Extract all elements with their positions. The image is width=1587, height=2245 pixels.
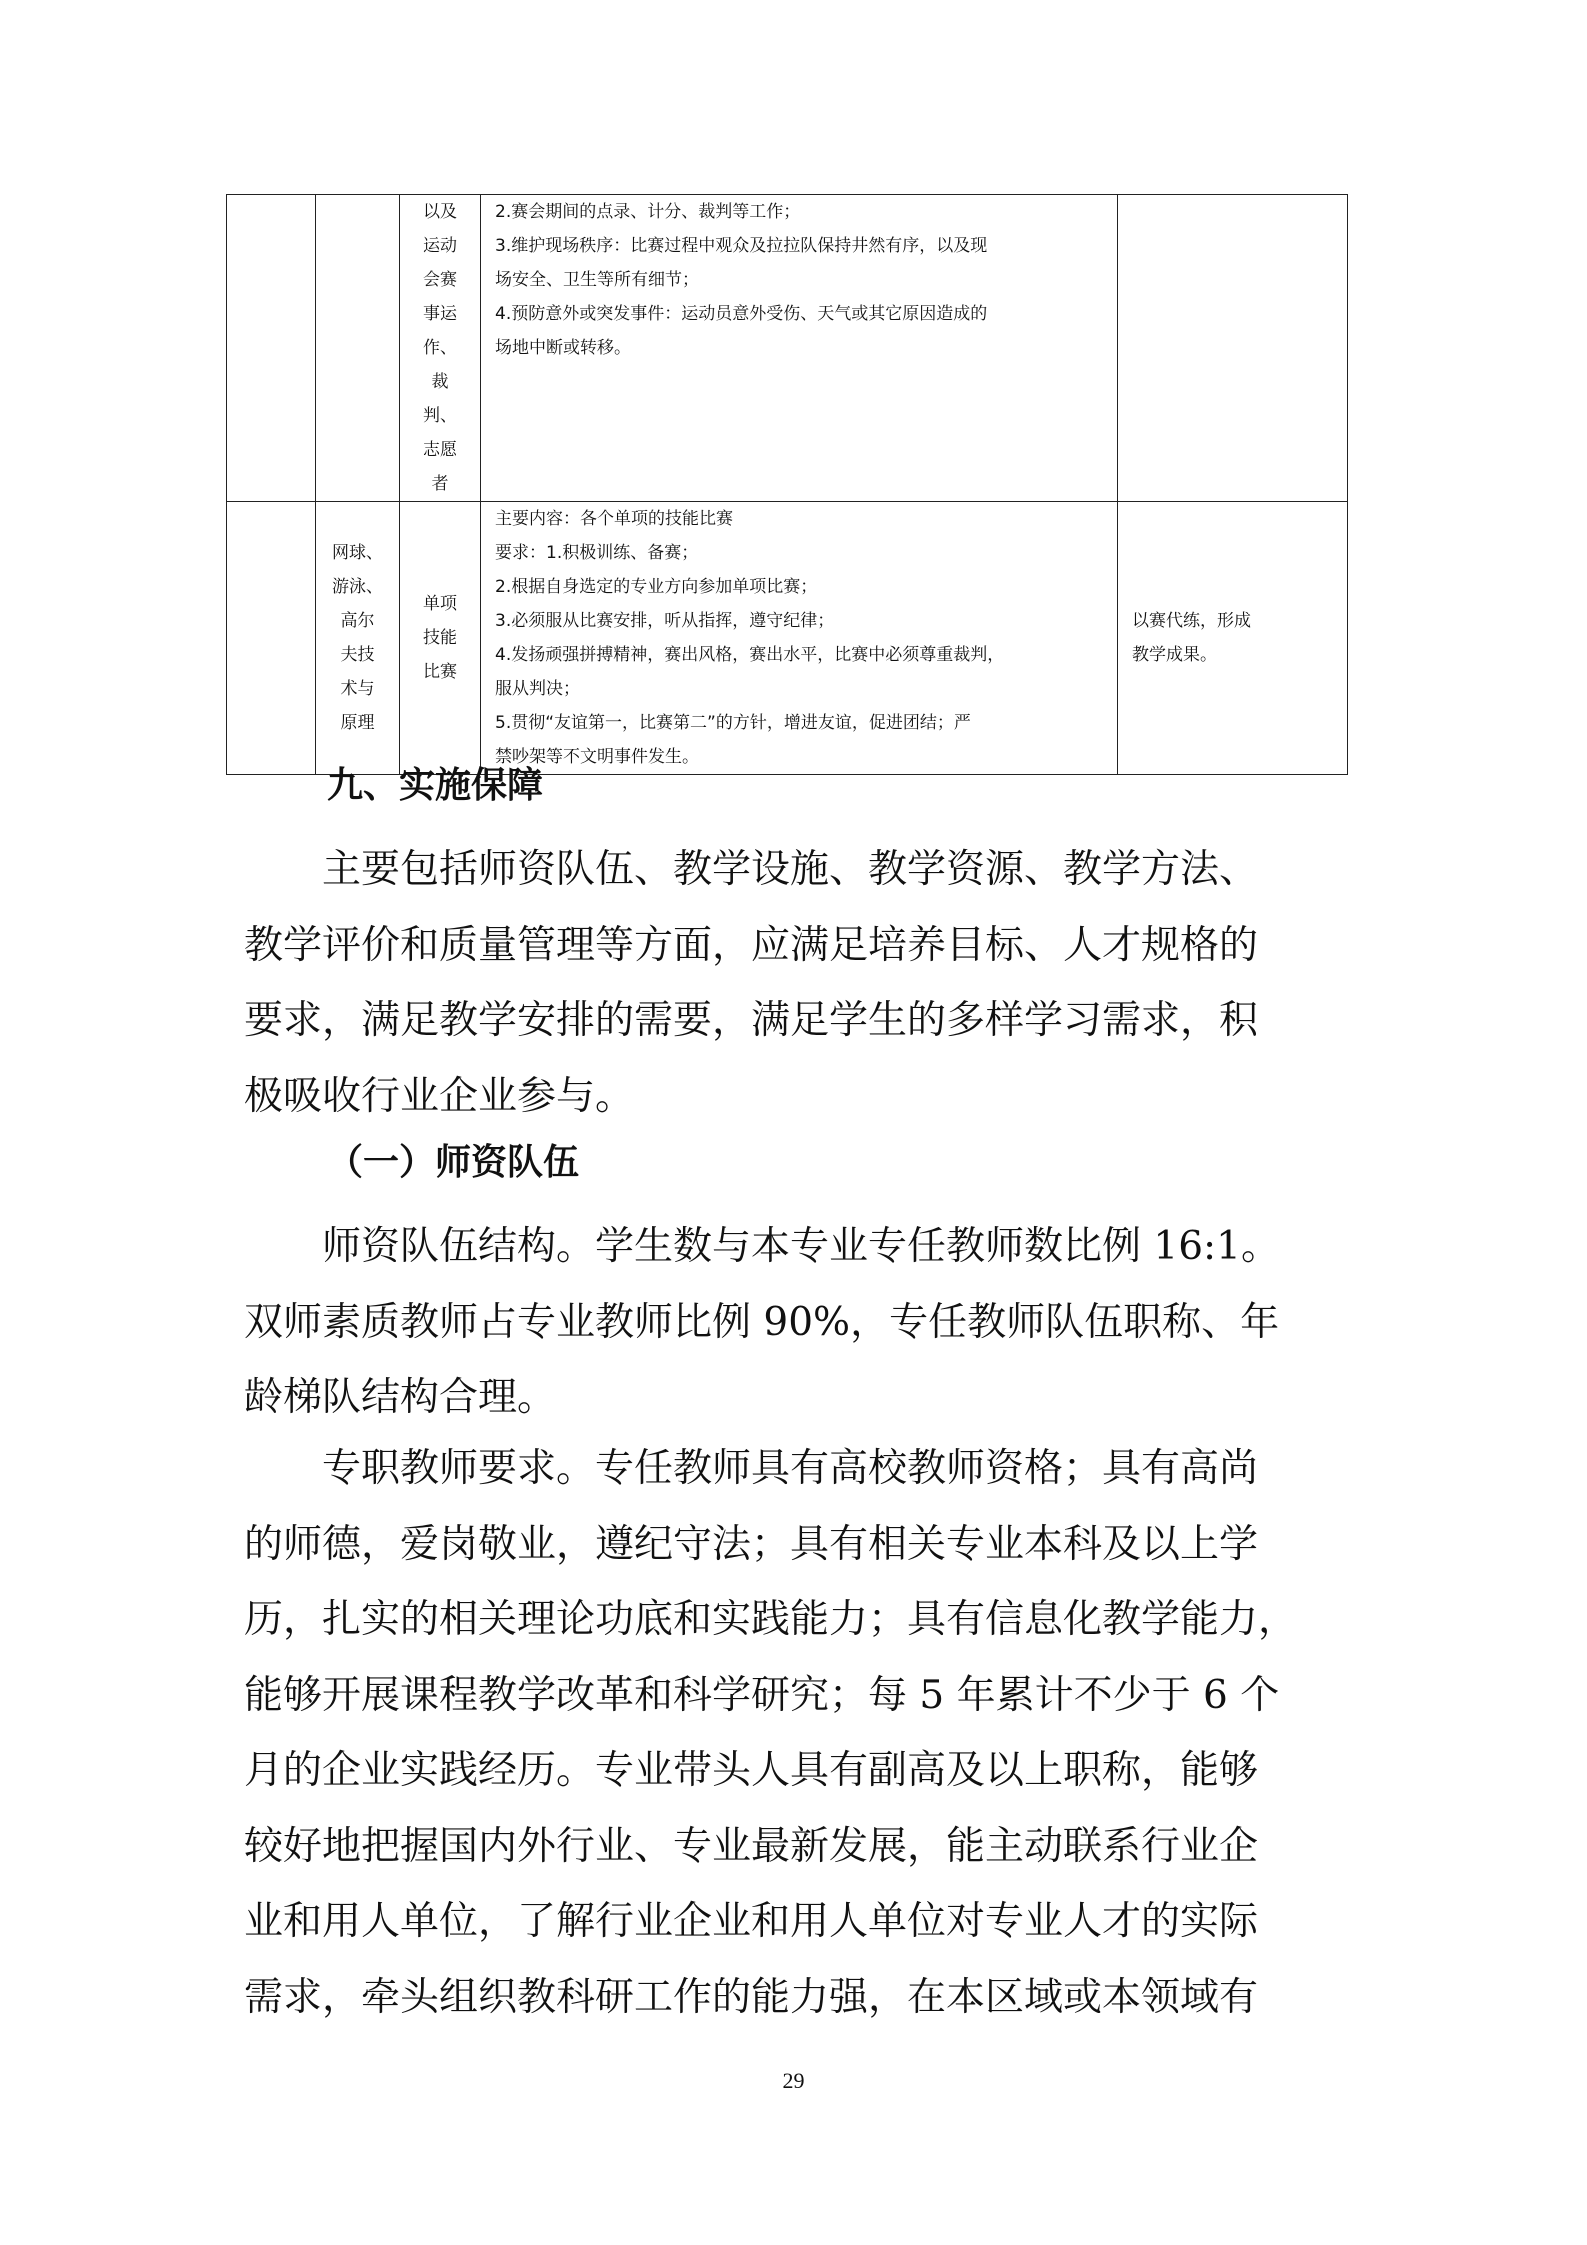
text-line: 3.必须服从比赛安排，听从指挥，遵守纪律；	[495, 611, 835, 631]
text-line: 者	[431, 474, 449, 494]
table-cell-goal	[1118, 502, 1348, 775]
form-text	[400, 587, 480, 689]
text-line: 会赛	[423, 270, 457, 290]
text-line: 志愿	[423, 440, 457, 460]
text-line: 运动	[423, 236, 457, 256]
text-line: 事运	[423, 304, 457, 324]
activity-table	[226, 194, 1348, 775]
text-line: 技能	[423, 628, 457, 648]
text-line: 比赛	[423, 662, 457, 682]
text-line: 需求，牵头组织教科研工作的能力强，在本区域或本领域有	[244, 1974, 1259, 2020]
text-line: 业和用人单位，了解行业企业和用人单位对专业人才的实际	[244, 1899, 1259, 1944]
text-line: 极吸收行业企业参与。	[244, 1073, 635, 1119]
page-number: 29	[782, 2068, 805, 2093]
text-line: 以及	[423, 202, 457, 222]
text-line: 场安全、卫生等所有细节；	[495, 270, 699, 290]
text-line: 5.贯彻“友谊第一，比赛第二”的方针，增进友谊，促进团结；严	[495, 713, 971, 733]
subsection-heading: （一）师资队伍	[327, 1142, 580, 1183]
goal-text	[1118, 604, 1347, 672]
table-cell-content	[481, 195, 1118, 502]
table-cell-project	[227, 502, 316, 775]
text-line: 判、	[423, 406, 457, 426]
table-row	[227, 502, 1348, 775]
text-line: 夫技	[340, 645, 375, 665]
table-cell-form	[400, 195, 481, 502]
text-line: 主要内容：各个单项的技能比赛	[495, 509, 733, 529]
text-line: 要求：1.积极训练、备赛；	[495, 543, 699, 563]
text-line: 龄梯队结构合理。	[244, 1375, 557, 1420]
course-text	[316, 536, 399, 740]
table-cell-project	[227, 195, 316, 502]
text-line: 月的企业实践经历。专业带头人具有副高及以上职称，能够	[244, 1748, 1259, 1793]
text-line: 双师素质教师占专业教师比例 90%，专任教师队伍职称、年	[244, 1299, 1280, 1345]
text-line: 教学成果。	[1132, 645, 1217, 665]
text-line: 较好地把握国内外行业、专业最新发展，能主动联系行业企	[244, 1823, 1259, 1869]
text-line: 服从判决；	[495, 679, 580, 699]
text-line: 3.维护现场秩序：比赛过程中观众及拉拉队保持井然有序，以及现	[495, 236, 988, 256]
text-line: 2.根据自身选定的专业方向参加单项比赛；	[495, 577, 818, 597]
text-line: 作、	[423, 338, 457, 358]
requirement-paragraph	[244, 1431, 1354, 2035]
text-line: 禁吵架等不文明事件发生。	[495, 747, 699, 767]
table-cell-goal	[1118, 195, 1348, 502]
structure-paragraph	[244, 1209, 1354, 1436]
text-line: 原理	[340, 713, 375, 733]
table-cell-form	[400, 502, 481, 775]
content-text	[481, 502, 1117, 774]
table-cell-course	[316, 195, 400, 502]
text-line: 能够开展课程教学改革和科学研究；每 5 年累计不少于 6 个	[244, 1672, 1280, 1718]
text-line: 要求，满足教学安排的需要，满足学生的多样学习需求，积	[244, 998, 1259, 1043]
table-row	[227, 195, 1348, 502]
text-line: 裁	[431, 372, 449, 392]
text-line: 4.发扬顽强拼搏精神，赛出风格，赛出水平，比赛中必须尊重裁判，	[495, 645, 1005, 665]
text-line: 术与	[340, 679, 375, 699]
text-line: 高尔	[340, 611, 375, 631]
text-line: 的师德，爱岗敬业，遵纪守法；具有相关专业本科及以上学	[244, 1521, 1259, 1567]
text-line: 场地中断或转移。	[495, 338, 631, 358]
text-line: 师资队伍结构。学生数与本专业专任教师数比例 16:1。	[322, 1224, 1280, 1269]
text-line: 以赛代练，形成	[1132, 611, 1251, 631]
text-line: 主要包括师资队伍、教学设施、教学资源、教学方法、	[322, 847, 1259, 892]
table-cell-course	[316, 502, 400, 775]
text-line: 单项	[423, 594, 457, 614]
section-heading: 九、实施保障	[327, 765, 544, 806]
text-line: 教学评价和质量管理等方面，应满足培养目标、人才规格的	[244, 922, 1259, 968]
section-paragraph	[244, 832, 1354, 1134]
content-text	[481, 195, 1117, 365]
text-line: 专职教师要求。专任教师具有高校教师资格；具有高尚	[322, 1446, 1259, 1491]
text-line: 2.赛会期间的点录、计分、裁判等工作；	[495, 202, 801, 222]
text-line: 历，扎实的相关理论功底和实践能力；具有信息化教学能力，	[244, 1597, 1298, 1642]
text-line: 网球、	[332, 543, 383, 563]
table-cell-content	[481, 502, 1118, 775]
text-line: 4.预防意外或突发事件：运动员意外受伤、天气或其它原因造成的	[495, 304, 988, 324]
form-text	[400, 195, 480, 501]
text-line: 游泳、	[332, 577, 383, 597]
